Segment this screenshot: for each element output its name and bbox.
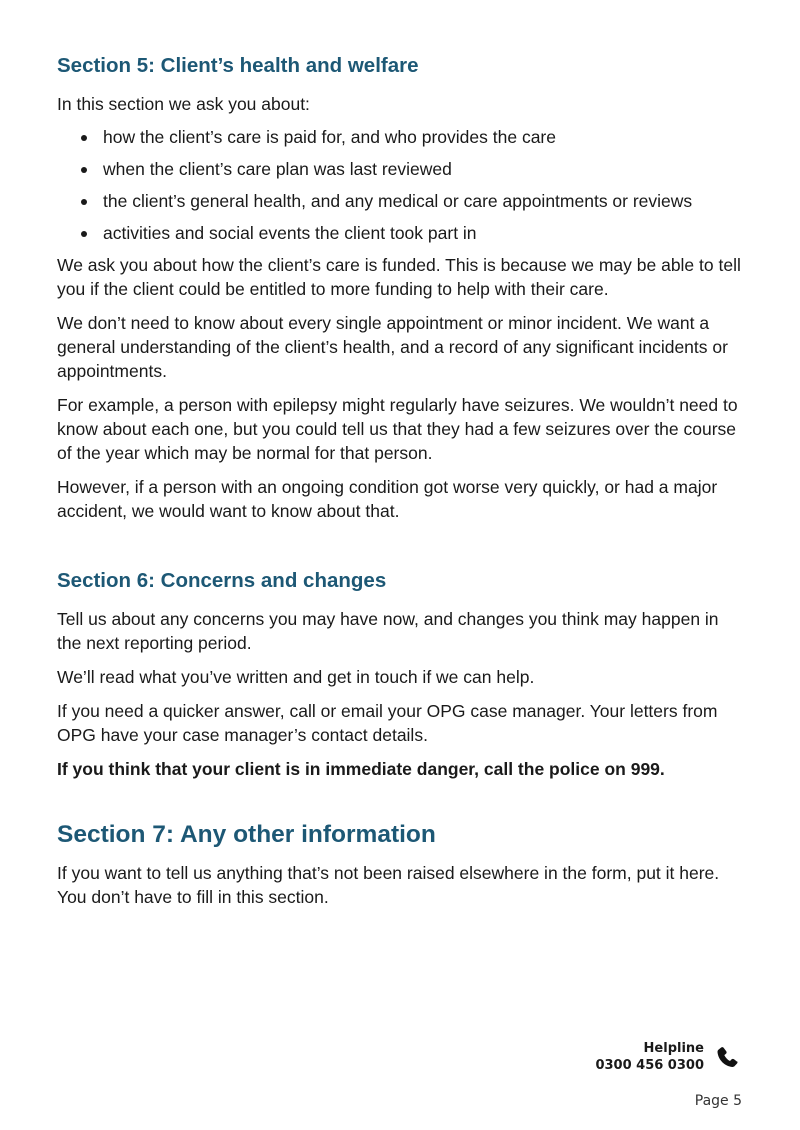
section-5-bullet-list (57, 125, 747, 245)
helpline-text (595, 1040, 704, 1074)
page-number: Page 5 (694, 1093, 742, 1109)
helpline-block (595, 1040, 742, 1074)
section-6-title: Section 6: Concerns and changes (57, 569, 387, 592)
list-item: the client’s general health, and any medical or care appointments or reviews (57, 189, 747, 213)
list-item: when the client’s care plan was last reviewed (57, 157, 747, 181)
section-5-paragraph: We ask you about how the client’s care is funded. This is because we may be able to tell you if the client could be entitled to more funding to help with their care. (57, 255, 741, 299)
helpline-number: 0300 456 0300 (595, 1058, 704, 1073)
list-item: activities and social events the client took part in (57, 221, 747, 245)
list-item: how the client’s care is paid for, and who provides the care (57, 125, 747, 149)
section-6-warning: If you think that your client is in immediate danger, call the police on 999. (57, 759, 665, 779)
section-7-paragraph: If you want to tell us anything that’s not been raised elsewhere in the form, put it here. You don’t have to fill in this section. (57, 863, 720, 907)
helpline-label: Helpline (643, 1041, 704, 1056)
section-5-paragraph: However, if a person with an ongoing condition got worse very quickly, or had a major accident, we would want to know about that. (57, 477, 718, 521)
section-6-paragraph: We’ll read what you’ve written and get in touch if we can help. (57, 667, 535, 687)
phone-icon (714, 1042, 742, 1072)
section-5-title: Section 5: Client’s health and welfare (57, 54, 419, 77)
section-5-paragraph: For example, a person with epilepsy might regularly have seizures. We wouldn’t need to know about each one, but you could tell us that they had a few seizures over the course of the year which may be normal for that person. (57, 395, 738, 463)
section-6-paragraph: Tell us about any concerns you may have now, and changes you think may happen in the next reporting period. (57, 609, 719, 653)
document-page (57, 52, 747, 909)
section-6-paragraph: If you need a quicker answer, call or email your OPG case manager. Your letters from OPG have your case manager’s contact details. (57, 701, 718, 745)
section-5-paragraph: We don’t need to know about every single appointment or minor incident. We want a general understanding of the client’s health, and a record of any significant incidents or appointments. (57, 313, 728, 381)
section-5-intro: In this section we ask you about: (57, 94, 310, 114)
section-7-title: Section 7: Any other information (57, 821, 436, 848)
